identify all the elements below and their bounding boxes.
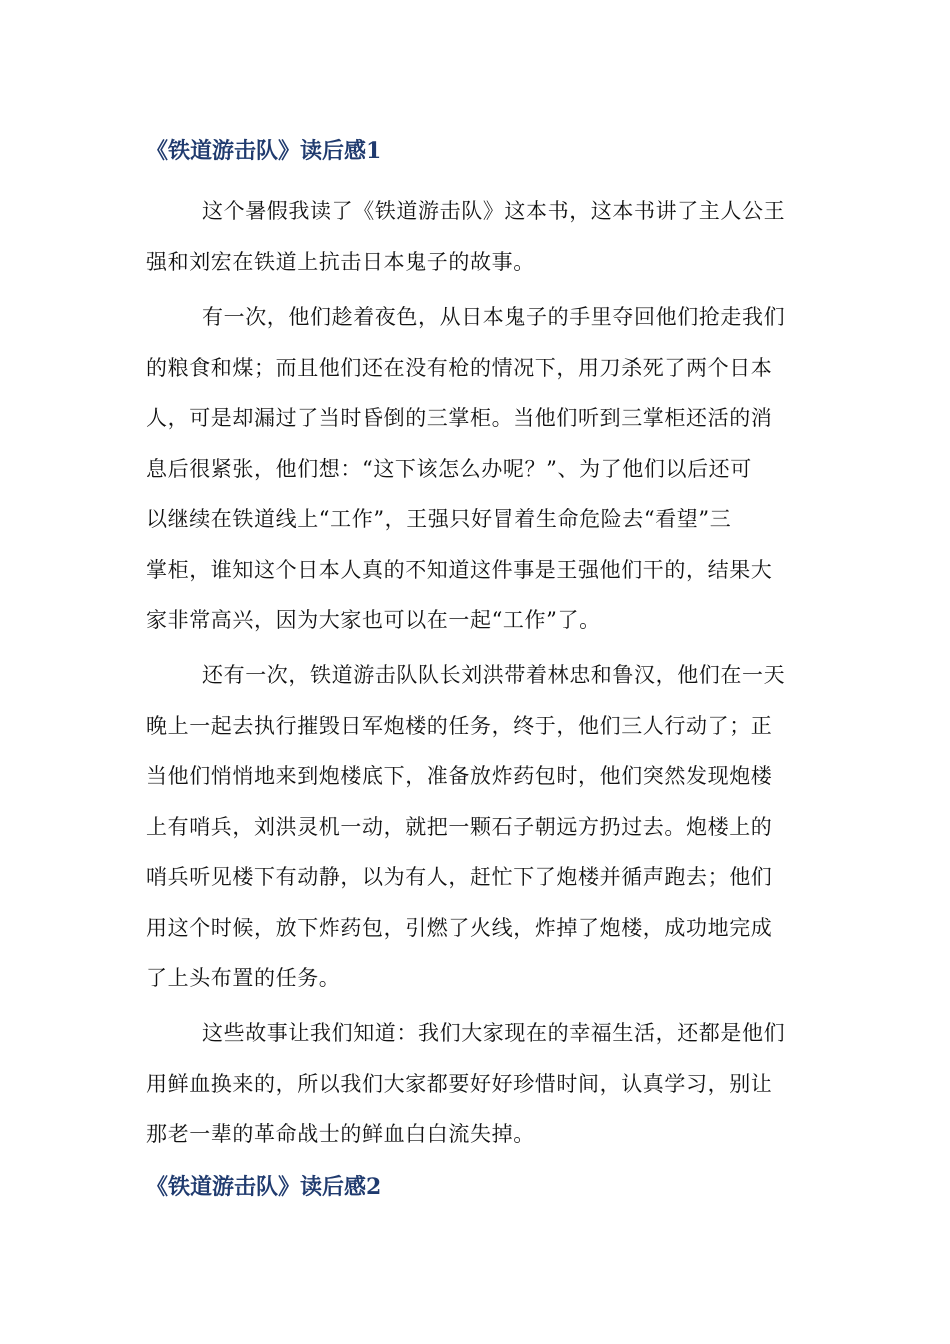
paragraph-line: 有一次，他们趁着夜色，从日本鬼子的手里夺回他们抢走我们 [202, 305, 786, 329]
paragraph-line: 掌柜，谁知这个日本人真的不知道这件事是王强他们干的，结果大 [146, 557, 773, 582]
paragraph-line: 晚上一起去执行摧毁日军炮楼的任务，终于，他们三人行动了；正 [146, 713, 773, 738]
paragraph-line: 强和刘宏在铁道上抗击日本鬼子的故事。 [146, 249, 535, 274]
paragraph-line: 以继续在铁道线上“工作”，王强只好冒着生命危险去“看望”三 [146, 507, 732, 531]
paragraph-line: 了上头布置的任务。 [146, 966, 341, 990]
paragraph-line: 用鲜血换来的，所以我们大家都要好好珍惜时间，认真学习，别让 [146, 1071, 773, 1096]
paragraph-line: 这些故事让我们知道：我们大家现在的幸福生活，还都是他们 [202, 1021, 786, 1045]
paragraph-line: 人，可是却漏过了当时昏倒的三掌柜。当他们听到三掌柜还活的消 [146, 406, 773, 430]
paragraph-line: 用这个时候，放下炸药包，引燃了火线，炸掉了炮楼，成功地完成 [146, 915, 773, 940]
paragraph-line: 还有一次，铁道游击队队长刘洪带着林忠和鲁汉，他们在一天 [202, 663, 786, 687]
paragraph-line: 当他们悄悄地来到炮楼底下，准备放炸药包时，他们突然发现炮楼 [146, 764, 773, 788]
paragraph-line: 家非常高兴，因为大家也可以在一起“工作”了。 [146, 608, 601, 632]
paragraph-line: 上有哨兵，刘洪灵机一动，就把一颗石子朝远方扔过去。炮楼上的 [146, 814, 773, 839]
section-heading-1: 《铁道游击队》读后感1 [146, 138, 382, 164]
paragraph-line: 的粮食和煤；而且他们还在没有枪的情况下，用刀杀死了两个日本 [146, 355, 773, 380]
paragraph-line: 这个暑假我读了《铁道游击队》这本书，这本书讲了主人公王 [202, 199, 786, 223]
paragraph-line: 息后很紧张，他们想：“这下该怎么办呢？”、为了他们以后还可 [146, 456, 752, 481]
paragraph-4 [146, 1008, 806, 1160]
section-heading-2: 《铁道游击队》读后感2 [146, 1174, 382, 1200]
paragraph-line: 哨兵听见楼下有动静，以为有人，赶忙下了炮楼并循声跑去；他们 [146, 865, 773, 889]
paragraph-3 [146, 650, 806, 1004]
paragraph-1 [146, 186, 806, 287]
paragraph-2 [146, 292, 806, 646]
paragraph-line: 那老一辈的革命战士的鲜血白白流失掉。 [146, 1122, 535, 1146]
